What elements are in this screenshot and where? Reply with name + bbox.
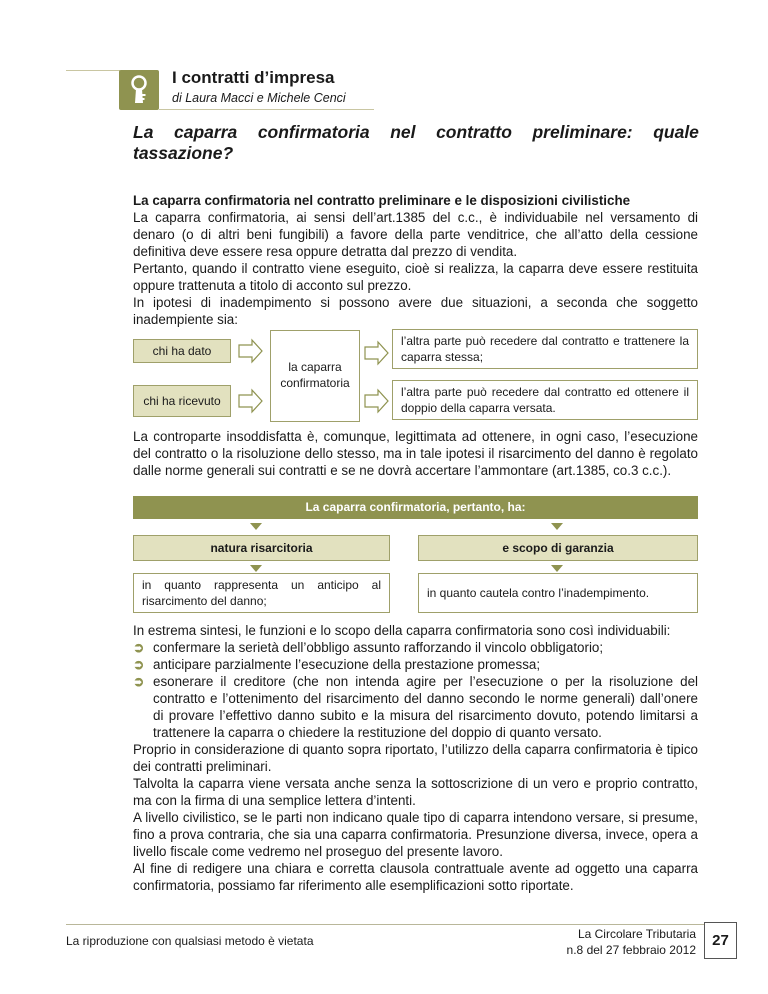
footer-publication-title: La Circolare Tributaria	[577, 927, 696, 941]
para9: Al fine di redigere una chiara e corretta clausola contrattuale avente ad oggetto una caparra confirmatoria, possiamo far riferimento alle esemplificazioni sotto riportate.	[133, 861, 698, 893]
header-underline	[159, 109, 374, 110]
authors: di Laura Macci e Michele Cenci	[172, 91, 346, 105]
bullet-text: confermare la serietà dell’obbligo assunto rafforzando il vincolo obbligatorio;	[153, 640, 604, 655]
box-anticipo-label: in quanto rappresenta un anticipo al risarcimento del danno;	[142, 578, 381, 608]
box-scopo-garanzia-label: e scopo di garanzia	[502, 541, 614, 555]
footer-publication	[520, 926, 696, 958]
box-natura-risarcitoria	[133, 535, 390, 561]
triangle-down-icon	[551, 523, 563, 530]
arrow-right-icon	[238, 338, 264, 364]
footer-publication-issue: n.8 del 27 febbraio 2012	[566, 943, 696, 957]
footer-rule	[66, 924, 704, 925]
article-title-word: nel	[390, 122, 416, 142]
para7: Talvolta la caparra viene versata anche senza la sottoscrizione di un vero e proprio contratto, ma con la firma di una semplice lettera d’intenti.	[133, 776, 698, 808]
triangle-down-icon	[551, 565, 563, 572]
box-anticipo	[133, 573, 390, 613]
section-title: I contratti d’impresa	[172, 68, 335, 87]
arrow-bullet-icon: ➲	[133, 657, 145, 672]
triangle-down-icon	[250, 523, 262, 530]
paragraph-5: In estrema sintesi, le funzioni e lo scopo della caparra confirmatoria sono così individuabili:	[133, 623, 671, 638]
arrow-right-icon	[364, 388, 390, 414]
arrow-right-icon	[238, 388, 264, 414]
triangle-down-icon	[250, 565, 262, 572]
article-title-word: preliminare:	[532, 122, 633, 142]
keyhole-icon	[119, 70, 159, 110]
para8: A livello civilistico, se le parti non indicano quale tipo di caparra intendono versare, si presume, fino a prova contraria, che sia una caparra confirmatoria. Presunzione diversa, invece, opera a livello fiscale come vedremo nel proseguo del presente lavoro.	[133, 810, 698, 859]
article-title-word: confirmatoria	[257, 122, 370, 142]
box-outcome-bottom-label: l’altra parte può recedere dal contratto ed ottenere il doppio della caparra versata.	[401, 385, 689, 415]
diagram-band: La caparra confirmatoria, pertanto, ha:	[133, 496, 698, 519]
box-caparra-confirmatoria-label: la caparra confirmatoria	[280, 360, 350, 390]
footer-copyright: La riproduzione con qualsiasi metodo è vietata	[66, 934, 314, 948]
list-item	[133, 656, 698, 673]
box-chi-ha-dato	[133, 339, 231, 363]
box-outcome-top	[392, 329, 698, 369]
box-chi-ha-dato-label: chi ha dato	[152, 344, 212, 358]
article-title-word: La	[133, 122, 154, 142]
list-item	[133, 639, 698, 656]
subheading: La caparra confirmatoria nel contratto preliminare e le disposizioni civilistiche	[133, 193, 631, 208]
paragraph-1	[133, 209, 698, 328]
box-natura-risarcitoria-label: natura risarcitoria	[210, 541, 313, 555]
box-cautela	[418, 573, 698, 613]
page-number: 27	[704, 922, 737, 959]
para2: Pertanto, quando il contratto viene eseguito, cioè si realizza, la caparra deve essere restituita oppure trattenuta a titolo di acconto sul prezzo.	[133, 261, 698, 293]
bullet-text: anticipare parzialmente l’esecuzione della prestazione promessa;	[153, 657, 541, 672]
arrow-bullet-icon: ➲	[133, 640, 145, 655]
article-title-word: caparra	[174, 122, 238, 142]
article-title	[133, 122, 699, 164]
bullet-text: esonerare il creditore (che non intenda agire per l’esecuzione o per la risoluzione del contratto e l’ottenimento del risarcimento del danno secondo le norme generali) dall’onere di provare l’effettivo danno subito e la misura del risarcimento dovuto, potendo limitarsi a trattenere la caparra o chiedere la restituzione del doppio di quanto versato.	[153, 674, 698, 740]
article-title-line2: tassazione?	[133, 143, 234, 163]
box-scopo-garanzia	[418, 535, 698, 561]
article-title-line1	[133, 122, 699, 143]
box-cautela-label: in quanto cautela contro l’inadempimento.	[427, 586, 650, 600]
para6: Proprio in considerazione di quanto sopra riportato, l’utilizzo della caparra confirmatoria è tipico dei contratti preliminari.	[133, 742, 698, 774]
box-outcome-bottom	[392, 380, 698, 420]
list-item	[133, 673, 698, 741]
article-title-word: quale	[653, 122, 699, 142]
paragraph-6-9	[133, 741, 698, 894]
box-outcome-top-label: l’altra parte può recedere dal contratto e trattenere la caparra stessa;	[401, 334, 689, 364]
arrow-right-icon	[364, 340, 390, 366]
para1: La caparra confirmatoria, ai sensi dell’art.1385 del c.c., è individuabile nel versamento di denaro (o di altri beni fungibili) a favore della parte venditrice, che all’atto della cessione definitiva deve essere resa oppure detratta dal prezzo di vendita.	[133, 210, 698, 259]
para3: In ipotesi di inadempimento si possono avere due situazioni, a seconda che soggetto inadempiente sia:	[133, 295, 698, 327]
header-rule	[66, 70, 120, 71]
paragraph-4: La controparte insoddisfatta è, comunque, legittimata ad ottenere, in ogni caso, l’esecuzione del contratto o la risoluzione dello stesso, ma in tale ipotesi il risarcimento del danno è regolato dalle norme generali sui contratti e se ne dovrà accertare l’ammontare (art.1385, co.3 c.c.).	[133, 429, 698, 478]
box-chi-ha-ricevuto	[133, 385, 231, 417]
bullet-list	[133, 639, 698, 741]
box-chi-ha-ricevuto-label: chi ha ricevuto	[143, 394, 221, 408]
arrow-bullet-icon: ➲	[133, 674, 145, 689]
article-title-word: contratto	[436, 122, 512, 142]
box-caparra-confirmatoria	[270, 330, 360, 422]
